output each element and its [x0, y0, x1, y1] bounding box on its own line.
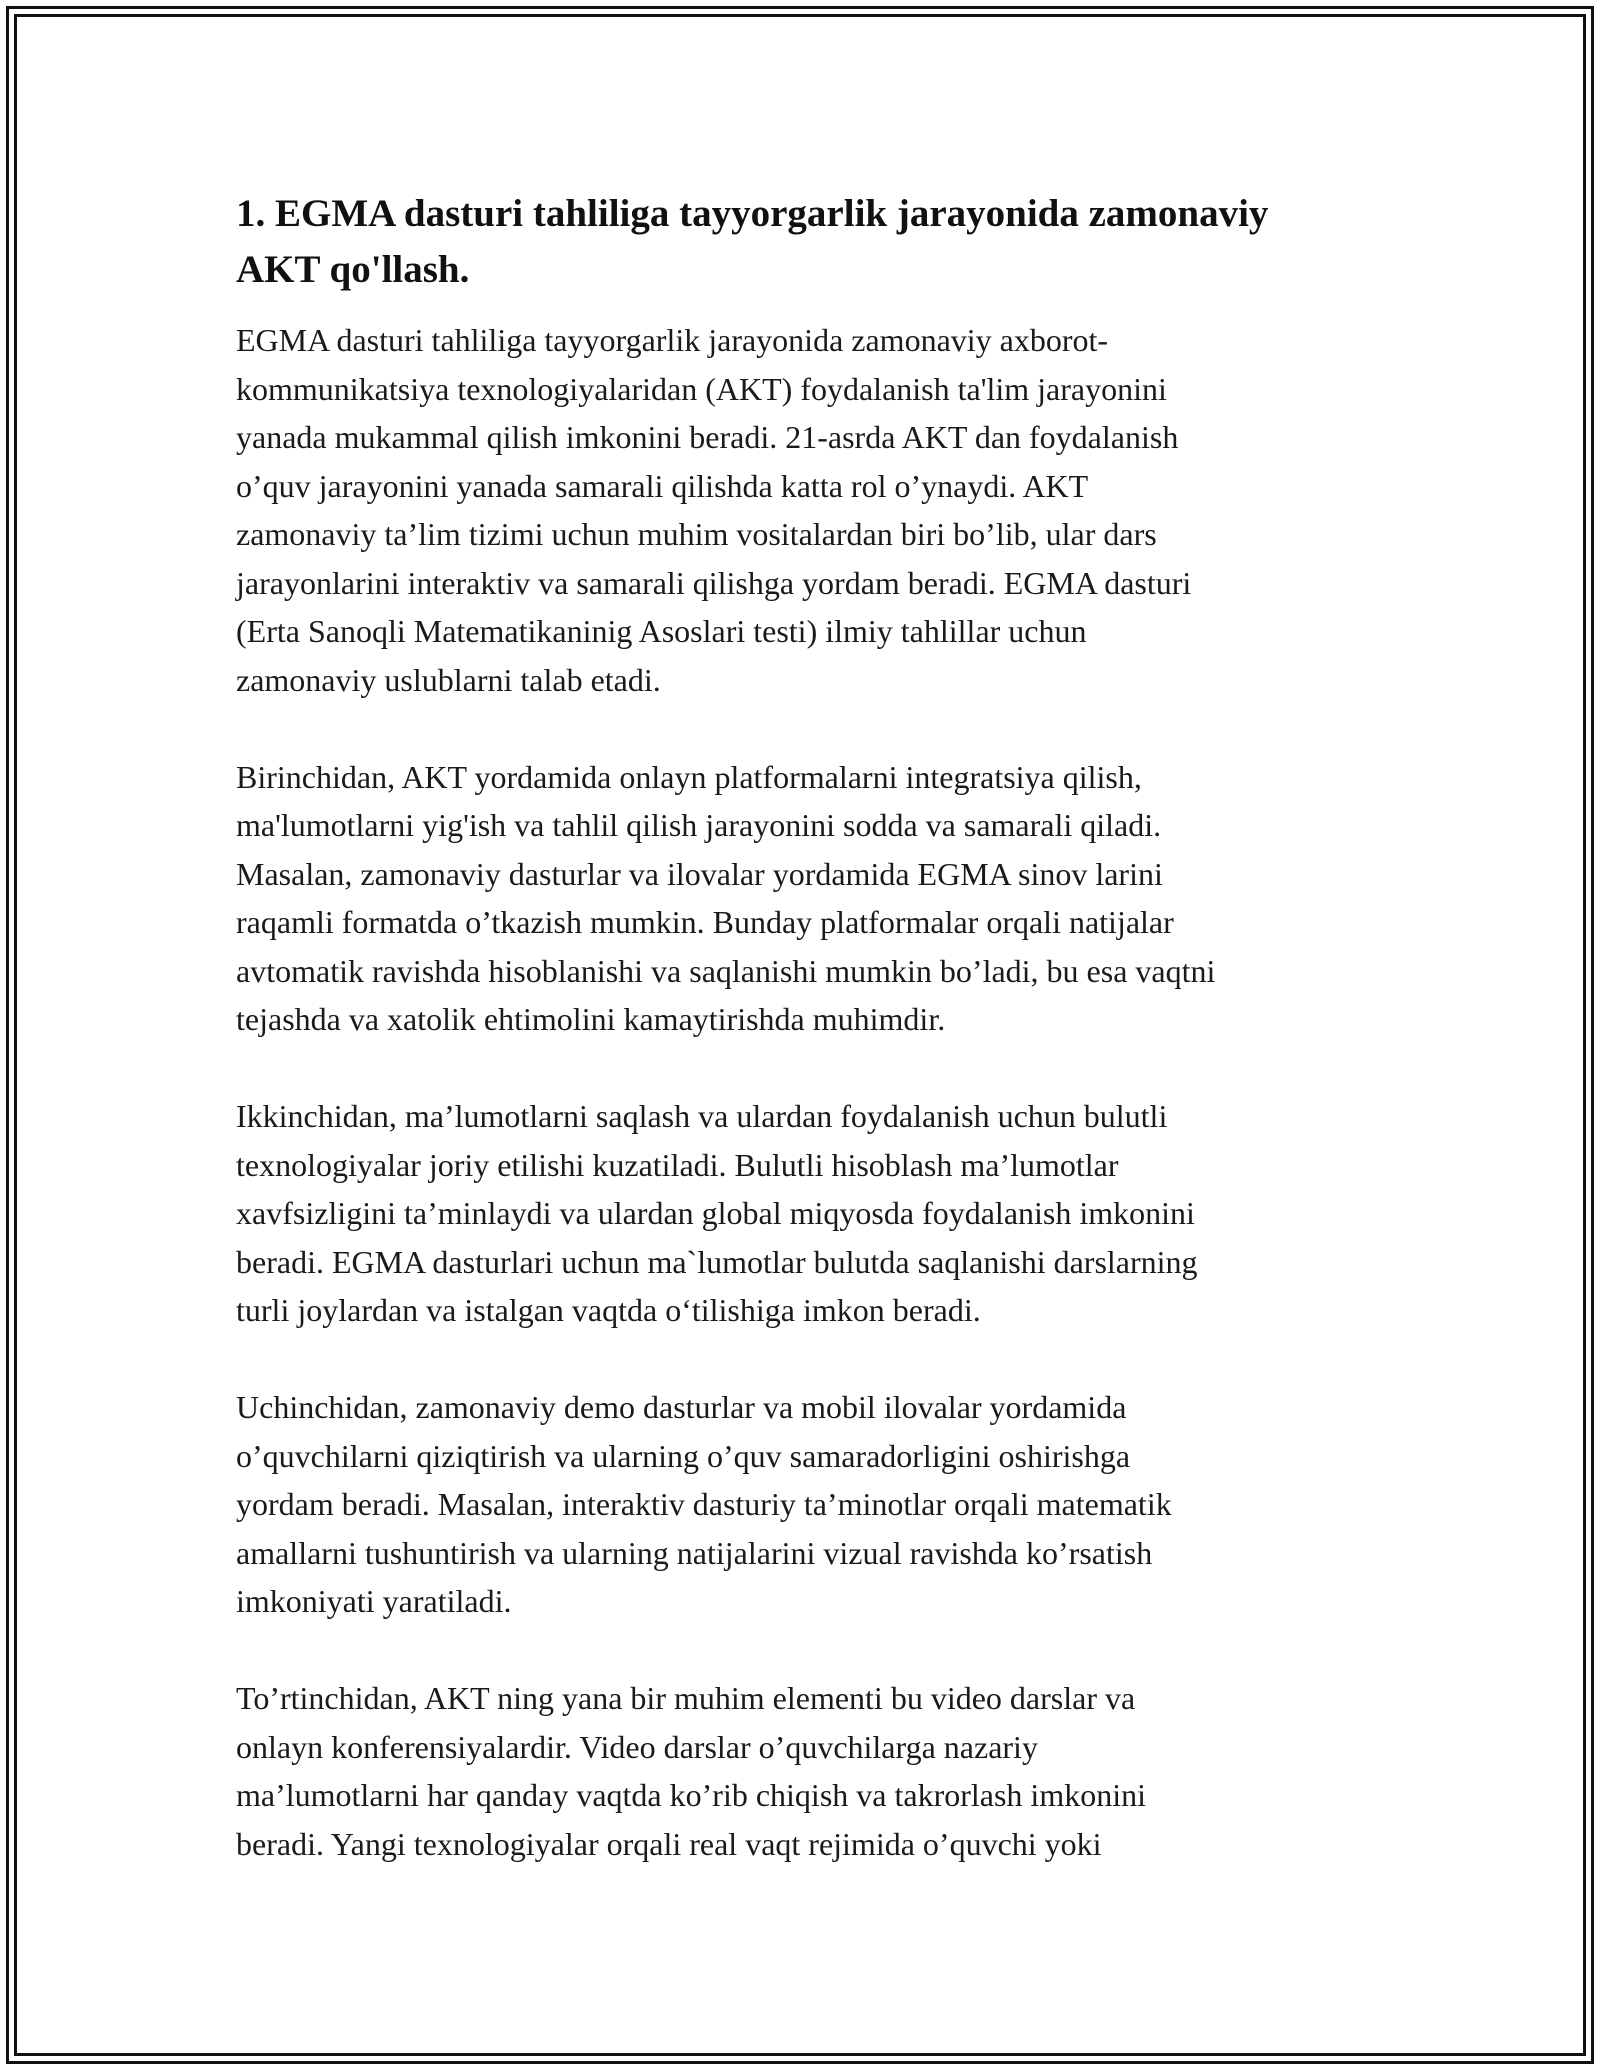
heading-line: AKT qo'llash. [236, 248, 470, 291]
text-line: (Erta Sanoqli Matematikaninig Asoslari testi) ilmiy tahlillar uchun [236, 613, 1087, 649]
text-line: yanada mukammal qilish imkonini beradi. 21-asrda AKT dan foydalanish [236, 419, 1179, 455]
text-line: ma’lumotlarni har qanday vaqtda ko’rib chiqish va takrorlash imkonini [236, 1777, 1146, 1813]
text-line: imkoniyati yaratiladi. [236, 1583, 512, 1619]
text-line: ma'lumotlarni yig'ish va tahlil qilish jarayonini sodda va samarali qiladi. [236, 807, 1162, 843]
paragraph-second [236, 1092, 1366, 1335]
text-line: jarayonlarini interaktiv va samarali qilishga yordam beradi. EGMA dasturi [236, 564, 1192, 601]
heading-line: 1. EGMA dasturi tahliliga tayyorgarlik jarayonida zamonaviy [236, 192, 1269, 235]
section-heading [236, 186, 1366, 298]
text-line: Masalan, zamonaviy dasturlar va ilovalar yordamida EGMA sinov larini [236, 855, 1163, 892]
text-line: Birinchidan, AKT yordamida onlayn platformalarni integratsiya qilish, [236, 758, 1142, 795]
text-line: raqamli formatda o’tkazish mumkin. Bunday platformalar orqali natijalar [236, 904, 1174, 940]
text-line: EGMA dasturi tahliliga tayyorgarlik jarayonida zamonaviy axborot- [236, 322, 1109, 358]
text-line: turli joylardan va istalgan vaqtda o‘tilishiga imkon beradi. [236, 1292, 981, 1328]
paragraph-fourth [236, 1674, 1366, 1868]
paragraph-intro [236, 316, 1366, 704]
text-line: Uchinchidan, zamonaviy demo dasturlar va mobil ilovalar yordamida [236, 1389, 1127, 1425]
text-line: o’quv jarayonini yanada samarali qilishda katta rol o’ynaydi. AKT [236, 467, 1089, 504]
text-line: o’quvchilarni qiziqtirish va ularning o’quv samaradorligini oshirishga [236, 1437, 1131, 1474]
paragraph-first [236, 753, 1366, 1044]
text-line: onlayn konferensiyalardir. Video darslar o’quvchilarga nazariy [236, 1728, 1038, 1765]
text-line: texnologiyalar joriy etilishi kuzatiladi. Bulutli hisoblash ma’lumotlar [236, 1146, 1119, 1183]
text-line: kommunikatsiya texnologiyalaridan (AKT) foydalanish ta'lim jarayonini [236, 370, 1167, 407]
text-line: zamonaviy uslublarni talab etadi. [236, 661, 661, 698]
text-line: amallarni tushuntirish va ularning natijalarini vizual ravishda ko’rsatish [236, 1534, 1153, 1571]
text-line: zamonaviy ta’lim tizimi uchun muhim vositalardan biri bo’lib, ular dars [236, 516, 1157, 552]
paragraph-third [236, 1383, 1366, 1626]
text-line: xavfsizligini ta’minlaydi va ulardan global miqyosda foydalanish imkonini [236, 1195, 1195, 1231]
text-line: beradi. EGMA dasturlari uchun ma`lumotlar bulutda saqlanishi darslarning [236, 1243, 1198, 1280]
text-line: avtomatik ravishda hisoblanishi va saqlanishi mumkin bo’ladi, bu esa vaqtni [236, 952, 1216, 989]
text-line: yordam beradi. Masalan, interaktiv dasturiy ta’minotlar orqali matematik [236, 1486, 1172, 1522]
text-line: tejashda va xatolik ehtimolini kamaytirishda muhimdir. [236, 1001, 946, 1037]
document-body [236, 186, 1366, 1917]
text-line: Ikkinchidan, ma’lumotlarni saqlash va ulardan foydalanish uchun bulutli [236, 1098, 1168, 1134]
text-line: To’rtinchidan, AKT ning yana bir muhim elementi bu video darslar va [236, 1680, 1136, 1716]
text-line: beradi. Yangi texnologiyalar orqali real vaqt rejimida o’quvchi yoki [236, 1825, 1102, 1862]
